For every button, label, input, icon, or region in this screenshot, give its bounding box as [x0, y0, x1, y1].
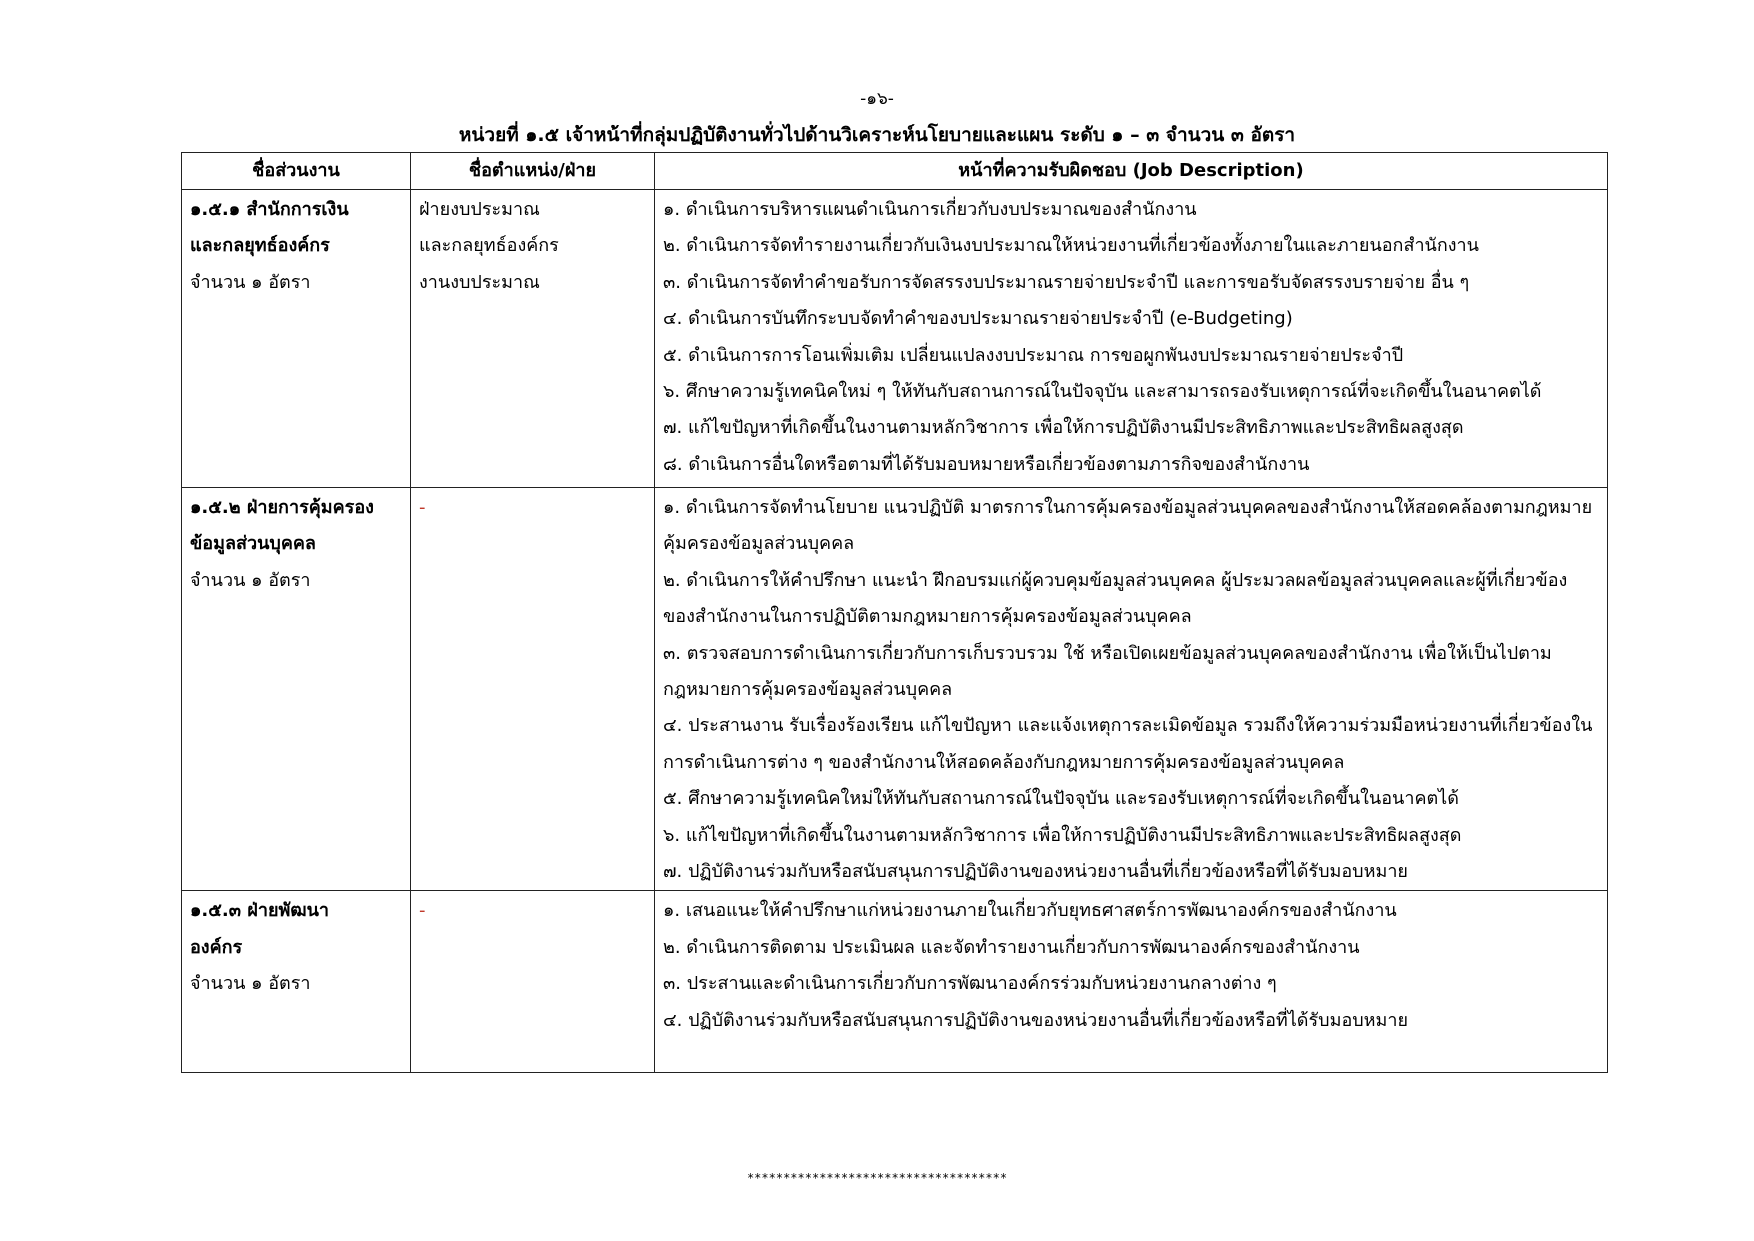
unit-name-line: ข้อมูลส่วนบุคคล — [190, 533, 316, 555]
duty-item: ๗. แก้ไขปัญหาที่เกิดขึ้นในงานตามหลักวิชาการ เพื่อให้การปฏิบัติงานมีประสิทธิภาพและประสิทธิผลสูงสุด — [663, 417, 1464, 439]
duty-item: ๒. ดำเนินการจัดทำรายงานเกี่ยวกับเงินงบประมาณให้หน่วยงานที่เกี่ยวข้องทั้งภายในและภายนอกสำนักงาน — [663, 235, 1479, 257]
duty-item: ๓. ตรวจสอบการดำเนินการเกี่ยวกับการเก็บรวบรวม ใช้ หรือเปิดเผยข้อมูลส่วนบุคคลของสำนักงาน เพื่อให้เป็นไปตามกฎหมายการคุ้มครองข้อมูลส่วนบุคคล — [663, 642, 1552, 701]
unit-cell — [182, 488, 411, 891]
header-duties: หน้าที่ความรับผิดชอบ (Job Description) — [655, 153, 1608, 190]
duties-cell — [655, 190, 1608, 488]
unit-name-line: องค์กร — [190, 936, 243, 958]
position-cell — [411, 190, 655, 488]
duty-item: ๘. ดำเนินการอื่นใดหรือตามที่ได้รับมอบหมายหรือเกี่ยวข้องตามภารกิจของสำนักงาน — [663, 453, 1310, 475]
position-line: และกลยุทธ์องค์กร — [419, 235, 559, 257]
duty-item: ๒. ดำเนินการให้คำปรึกษา แนะนำ ฝึกอบรมแก่ผู้ควบคุมข้อมูลส่วนบุคคล ผู้ประมวลผลข้อมูลส่วนบุคคลและผู้ที่เกี่ยวข้องของสำนักงานในการปฏิบัติตามกฎหมายการคุ้มครองข้อมูลส่วนบุคคล — [663, 569, 1568, 628]
duty-item: ๕. ดำเนินการการโอนเพิ่มเติม เปลี่ยนแปลงงบประมาณ การขอผูกพันงบประมาณรายจ่ายประจำปี — [663, 344, 1404, 366]
unit-quota: จำนวน ๑ อัตรา — [190, 973, 311, 995]
page-number: -๑๖- — [860, 89, 894, 109]
duty-item: ๕. ศึกษาความรู้เทคนิคใหม่ให้ทันกับสถานการณ์ในปัจจุบัน และรองรับเหตุการณ์ที่จะเกิดขึ้นในอนาคตได้ — [663, 788, 1459, 810]
unit-cell — [182, 190, 411, 488]
job-description-table — [181, 152, 1608, 1073]
table-row — [182, 190, 1608, 488]
duty-item: ๑. ดำเนินการบริหารแผนดำเนินการเกี่ยวกับงบประมาณของสำนักงาน — [663, 199, 1197, 220]
unit-quota: จำนวน ๑ อัตรา — [190, 569, 311, 591]
position-cell — [411, 488, 655, 891]
duties-cell — [655, 488, 1608, 891]
header-position: ชื่อตำแหน่ง/ฝ่าย — [411, 153, 655, 190]
table-row — [182, 891, 1608, 1073]
unit-name-line: ๑.๕.๒ ฝ่ายการคุ้มครอง — [190, 497, 374, 518]
duty-item: ๗. ปฏิบัติงานร่วมกับหรือสนับสนุนการปฏิบัติงานของหน่วยงานอื่นที่เกี่ยวข้องหรือที่ได้รับมอบหมาย — [663, 861, 1408, 883]
position-line: - — [419, 900, 426, 922]
duty-item: ๒. ดำเนินการติดตาม ประเมินผล และจัดทำรายงานเกี่ยวกับการพัฒนาองค์กรของสำนักงาน — [663, 936, 1360, 958]
duty-item: ๑. เสนอแนะให้คำปรึกษาแก่หน่วยงานภายในเกี่ยวกับยุทธศาสตร์การพัฒนาองค์กรของสำนักงาน — [663, 900, 1397, 922]
table-header-row — [182, 153, 1608, 190]
unit-name-line: ๑.๕.๓ ฝ่ายพัฒนา — [190, 900, 330, 922]
unit-cell — [182, 891, 411, 1073]
duty-item: ๓. ประสานและดำเนินการเกี่ยวกับการพัฒนาองค์กรร่วมกับหน่วยงานกลางต่าง ๆ — [663, 973, 1277, 995]
table-row — [182, 488, 1608, 891]
duty-item: ๔. ดำเนินการบันทึกระบบจัดทำคำของบประมาณรายจ่ายประจำปี (e-Budgeting) — [663, 308, 1293, 330]
duty-item: ๖. แก้ไขปัญหาที่เกิดขึ้นในงานตามหลักวิชาการ เพื่อให้การปฏิบัติงานมีประสิทธิภาพและประสิทธิผลสูงสุด — [663, 824, 1462, 846]
footer-separator: ************************************ — [746, 1171, 1008, 1185]
position-line: ฝ่ายงบประมาณ — [419, 199, 540, 220]
position-cell — [411, 891, 655, 1073]
duties-cell — [655, 891, 1608, 1073]
position-line: งานงบประมาณ — [419, 271, 540, 293]
duty-item: ๖. ศึกษาความรู้เทคนิคใหม่ ๆ ให้ทันกับสถานการณ์ในปัจจุบัน และสามารถรองรับเหตุการณ์ที่จะเกิดขึ้นในอนาคตได้ — [663, 381, 1542, 403]
unit-name-line: ๑.๕.๑ สำนักการเงิน — [190, 199, 349, 220]
position-line: - — [419, 497, 426, 518]
duty-item: ๓. ดำเนินการจัดทำคำขอรับการจัดสรรงบประมาณรายจ่ายประจำปี และการขอรับจัดสรรงบรายจ่าย อื่น ๆ — [663, 271, 1470, 293]
unit-quota: จำนวน ๑ อัตรา — [190, 271, 311, 293]
header-unit: ชื่อส่วนงาน — [182, 153, 411, 190]
duty-item: ๑. ดำเนินการจัดทำนโยบาย แนวปฏิบัติ มาตรการในการคุ้มครองข้อมูลส่วนบุคคลของสำนักงานให้สอดคล้องตามกฎหมายคุ้มครองข้อมูลส่วนบุคคล — [663, 497, 1593, 555]
duty-item: ๔. ปฏิบัติงานร่วมกับหรือสนับสนุนการปฏิบัติงานของหน่วยงานอื่นที่เกี่ยวข้องหรือที่ได้รับมอบหมาย — [663, 1009, 1409, 1031]
duty-item: ๔. ประสานงาน รับเรื่องร้องเรียน แก้ไขปัญหา และแจ้งเหตุการละเมิดข้อมูล รวมถึงให้ความร่วมมือหน่วยงานที่เกี่ยวข้องในการดำเนินการต่าง ๆ ของสำนักงานให้สอดคล้องกับกฎหมายการคุ้มครองข้อมูลส่วนบุคคล — [663, 715, 1593, 773]
unit-name-line: และกลยุทธ์องค์กร — [190, 235, 330, 257]
page-title: หน่วยที่ ๑.๕ เจ้าหน้าที่กลุ่มปฏิบัติงานทั่วไปด้านวิเคราะห์นโยบายและแผน ระดับ ๑ – ๓ จำนวน ๓ อัตรา — [458, 124, 1296, 146]
